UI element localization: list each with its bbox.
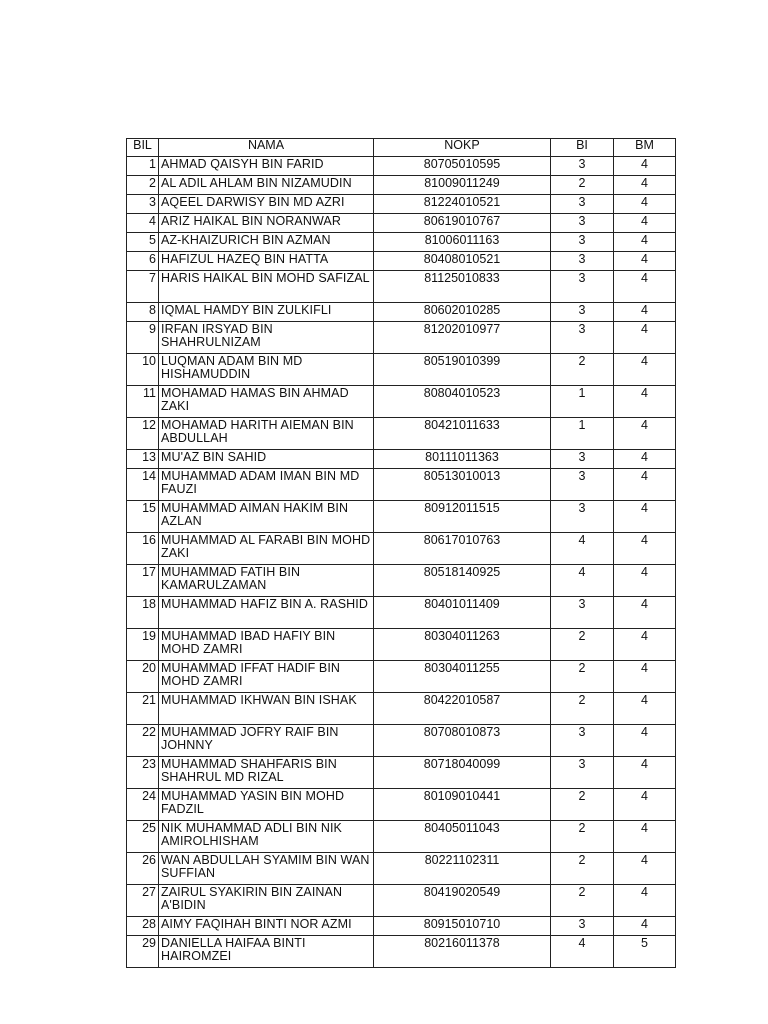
cell-nama: MUHAMMAD AL FARABI BIN MOHD ZAKI (159, 533, 374, 565)
cell-bil: 26 (127, 853, 159, 885)
cell-nama: LUQMAN ADAM BIN MD HISHAMUDDIN (159, 354, 374, 386)
cell-bm: 4 (614, 917, 676, 936)
cell-bil: 21 (127, 693, 159, 725)
cell-bil: 20 (127, 661, 159, 693)
cell-bi: 1 (551, 386, 614, 418)
table-row (127, 354, 676, 386)
table-row (127, 501, 676, 533)
cell-bil: 28 (127, 917, 159, 936)
cell-nama: NIK MUHAMMAD ADLI BIN NIK AMIROLHISHAM (159, 821, 374, 853)
table-row (127, 176, 676, 195)
cell-bil: 14 (127, 469, 159, 501)
cell-bil: 6 (127, 252, 159, 271)
cell-nokp: 80912011515 (374, 501, 551, 533)
table-row (127, 936, 676, 968)
cell-bi: 3 (551, 322, 614, 354)
cell-bil: 24 (127, 789, 159, 821)
cell-bm: 4 (614, 661, 676, 693)
cell-bi: 2 (551, 789, 614, 821)
cell-nokp: 81224010521 (374, 195, 551, 214)
cell-bi: 4 (551, 565, 614, 597)
table-row (127, 725, 676, 757)
cell-nama: MUHAMMAD IFFAT HADIF BIN MOHD ZAMRI (159, 661, 374, 693)
cell-nama: ARIZ HAIKAL BIN NORANWAR (159, 214, 374, 233)
cell-bm: 4 (614, 354, 676, 386)
table-row (127, 418, 676, 450)
cell-bil: 25 (127, 821, 159, 853)
cell-nama: MUHAMMAD IBAD HAFIY BIN MOHD ZAMRI (159, 629, 374, 661)
cell-bi: 2 (551, 693, 614, 725)
cell-bm: 4 (614, 252, 676, 271)
table-row (127, 252, 676, 271)
cell-bm: 4 (614, 757, 676, 789)
table-row (127, 757, 676, 789)
table-row (127, 597, 676, 629)
cell-bm: 4 (614, 821, 676, 853)
cell-bm: 4 (614, 195, 676, 214)
cell-bil: 23 (127, 757, 159, 789)
cell-nama: HAFIZUL HAZEQ BIN HATTA (159, 252, 374, 271)
cell-bm: 4 (614, 303, 676, 322)
cell-nokp: 80111011363 (374, 450, 551, 469)
cell-bil: 9 (127, 322, 159, 354)
cell-bm: 4 (614, 176, 676, 195)
table-row (127, 195, 676, 214)
header-bi: BI (551, 139, 614, 157)
cell-nokp: 80216011378 (374, 936, 551, 968)
cell-bm: 4 (614, 597, 676, 629)
cell-bm: 4 (614, 725, 676, 757)
table-row (127, 386, 676, 418)
cell-bi: 2 (551, 354, 614, 386)
table-row (127, 469, 676, 501)
cell-nama: AZ-KHAIZURICH BIN AZMAN (159, 233, 374, 252)
cell-nama: MUHAMMAD ADAM IMAN BIN MD FAUZI (159, 469, 374, 501)
table-row (127, 214, 676, 233)
cell-bil: 15 (127, 501, 159, 533)
cell-nokp: 81009011249 (374, 176, 551, 195)
cell-bi: 4 (551, 936, 614, 968)
table-row (127, 303, 676, 322)
cell-nama: AQEEL DARWISY BIN MD AZRI (159, 195, 374, 214)
cell-bi: 3 (551, 157, 614, 176)
cell-nokp: 80602010285 (374, 303, 551, 322)
cell-bm: 4 (614, 157, 676, 176)
cell-nokp: 80518140925 (374, 565, 551, 597)
cell-nokp: 80915010710 (374, 917, 551, 936)
cell-bil: 2 (127, 176, 159, 195)
cell-bi: 3 (551, 195, 614, 214)
cell-bi: 3 (551, 303, 614, 322)
cell-nama: HARIS HAIKAL BIN MOHD SAFIZAL (159, 271, 374, 303)
header-nama: NAMA (159, 139, 374, 157)
cell-nama: MUHAMMAD HAFIZ BIN A. RASHID (159, 597, 374, 629)
cell-nama: AL ADIL AHLAM BIN NIZAMUDIN (159, 176, 374, 195)
table-row (127, 661, 676, 693)
cell-bm: 4 (614, 450, 676, 469)
table-row (127, 565, 676, 597)
table-row (127, 821, 676, 853)
cell-bm: 4 (614, 386, 676, 418)
table-row (127, 917, 676, 936)
cell-nokp: 80421011633 (374, 418, 551, 450)
cell-bm: 4 (614, 693, 676, 725)
cell-bil: 3 (127, 195, 159, 214)
cell-bi: 3 (551, 214, 614, 233)
cell-bi: 4 (551, 533, 614, 565)
cell-bi: 2 (551, 885, 614, 917)
cell-bil: 5 (127, 233, 159, 252)
cell-bil: 29 (127, 936, 159, 968)
cell-nama: MUHAMMAD JOFRY RAIF BIN JOHNNY (159, 725, 374, 757)
cell-bil: 10 (127, 354, 159, 386)
cell-nokp: 80718040099 (374, 757, 551, 789)
cell-bil: 27 (127, 885, 159, 917)
cell-nokp: 80401011409 (374, 597, 551, 629)
cell-bm: 4 (614, 629, 676, 661)
cell-nama: IRFAN IRSYAD BIN SHAHRULNIZAM (159, 322, 374, 354)
cell-nama: AHMAD QAISYH BIN FARID (159, 157, 374, 176)
cell-nama: ZAIRUL SYAKIRIN BIN ZAINAN A'BIDIN (159, 885, 374, 917)
cell-bi: 3 (551, 501, 614, 533)
cell-bm: 4 (614, 233, 676, 252)
cell-nama: MU'AZ BIN SAHID (159, 450, 374, 469)
cell-nokp: 80513010013 (374, 469, 551, 501)
cell-nokp: 80408010521 (374, 252, 551, 271)
cell-bil: 11 (127, 386, 159, 418)
cell-nokp: 80405011043 (374, 821, 551, 853)
cell-nama: MUHAMMAD AIMAN HAKIM BIN AZLAN (159, 501, 374, 533)
table-row (127, 885, 676, 917)
cell-nama: MOHAMAD HARITH AIEMAN BIN ABDULLAH (159, 418, 374, 450)
table-row (127, 233, 676, 252)
cell-bm: 4 (614, 271, 676, 303)
cell-bil: 17 (127, 565, 159, 597)
cell-bi: 3 (551, 450, 614, 469)
header-row (127, 139, 676, 157)
cell-nama: MUHAMMAD YASIN BIN MOHD FADZIL (159, 789, 374, 821)
cell-nama: MUHAMMAD FATIH BIN KAMARULZAMAN (159, 565, 374, 597)
table-row (127, 533, 676, 565)
cell-nama: MUHAMMAD IKHWAN BIN ISHAK (159, 693, 374, 725)
header-bil: BIL (127, 139, 159, 157)
cell-bi: 3 (551, 271, 614, 303)
cell-bm: 4 (614, 789, 676, 821)
cell-nokp: 81125010833 (374, 271, 551, 303)
cell-nokp: 80519010399 (374, 354, 551, 386)
table-row (127, 450, 676, 469)
table-row (127, 157, 676, 176)
cell-bm: 4 (614, 418, 676, 450)
table-row (127, 853, 676, 885)
cell-bm: 4 (614, 501, 676, 533)
table-row (127, 789, 676, 821)
cell-bil: 12 (127, 418, 159, 450)
cell-bi: 3 (551, 725, 614, 757)
cell-bil: 18 (127, 597, 159, 629)
cell-bi: 2 (551, 853, 614, 885)
cell-nokp: 80708010873 (374, 725, 551, 757)
student-table (126, 138, 676, 968)
cell-nokp: 80617010763 (374, 533, 551, 565)
cell-bm: 5 (614, 936, 676, 968)
cell-nama: DANIELLA HAIFAA BINTI HAIROMZEI (159, 936, 374, 968)
cell-bil: 1 (127, 157, 159, 176)
cell-nama: AIMY FAQIHAH BINTI NOR AZMI (159, 917, 374, 936)
cell-bm: 4 (614, 322, 676, 354)
cell-bi: 3 (551, 757, 614, 789)
cell-bil: 19 (127, 629, 159, 661)
header-bm: BM (614, 139, 676, 157)
cell-nokp: 80422010587 (374, 693, 551, 725)
cell-nokp: 80619010767 (374, 214, 551, 233)
header-nokp: NOKP (374, 139, 551, 157)
cell-bm: 4 (614, 853, 676, 885)
cell-bil: 16 (127, 533, 159, 565)
table-row (127, 693, 676, 725)
cell-bm: 4 (614, 885, 676, 917)
cell-nokp: 80804010523 (374, 386, 551, 418)
cell-nama: MOHAMAD HAMAS BIN AHMAD ZAKI (159, 386, 374, 418)
cell-nokp: 80419020549 (374, 885, 551, 917)
table-row (127, 322, 676, 354)
cell-bm: 4 (614, 565, 676, 597)
cell-bil: 8 (127, 303, 159, 322)
cell-bi: 3 (551, 233, 614, 252)
cell-bi: 3 (551, 917, 614, 936)
cell-bm: 4 (614, 533, 676, 565)
cell-bil: 7 (127, 271, 159, 303)
cell-bm: 4 (614, 214, 676, 233)
cell-bi: 2 (551, 629, 614, 661)
cell-bi: 3 (551, 597, 614, 629)
cell-bi: 2 (551, 176, 614, 195)
table-row (127, 629, 676, 661)
cell-nokp: 81006011163 (374, 233, 551, 252)
cell-bi: 3 (551, 469, 614, 501)
cell-nokp: 80705010595 (374, 157, 551, 176)
cell-nokp: 80304011255 (374, 661, 551, 693)
cell-bil: 4 (127, 214, 159, 233)
cell-bil: 13 (127, 450, 159, 469)
cell-nokp: 80109010441 (374, 789, 551, 821)
cell-nokp: 80221102311 (374, 853, 551, 885)
cell-bil: 22 (127, 725, 159, 757)
cell-nokp: 81202010977 (374, 322, 551, 354)
cell-bi: 2 (551, 821, 614, 853)
cell-bi: 1 (551, 418, 614, 450)
cell-nama: IQMAL HAMDY BIN ZULKIFLI (159, 303, 374, 322)
cell-bm: 4 (614, 469, 676, 501)
table-row (127, 271, 676, 303)
cell-bi: 2 (551, 661, 614, 693)
cell-nama: MUHAMMAD SHAHFARIS BIN SHAHRUL MD RIZAL (159, 757, 374, 789)
cell-nokp: 80304011263 (374, 629, 551, 661)
cell-bi: 3 (551, 252, 614, 271)
cell-nama: WAN ABDULLAH SYAMIM BIN WAN SUFFIAN (159, 853, 374, 885)
